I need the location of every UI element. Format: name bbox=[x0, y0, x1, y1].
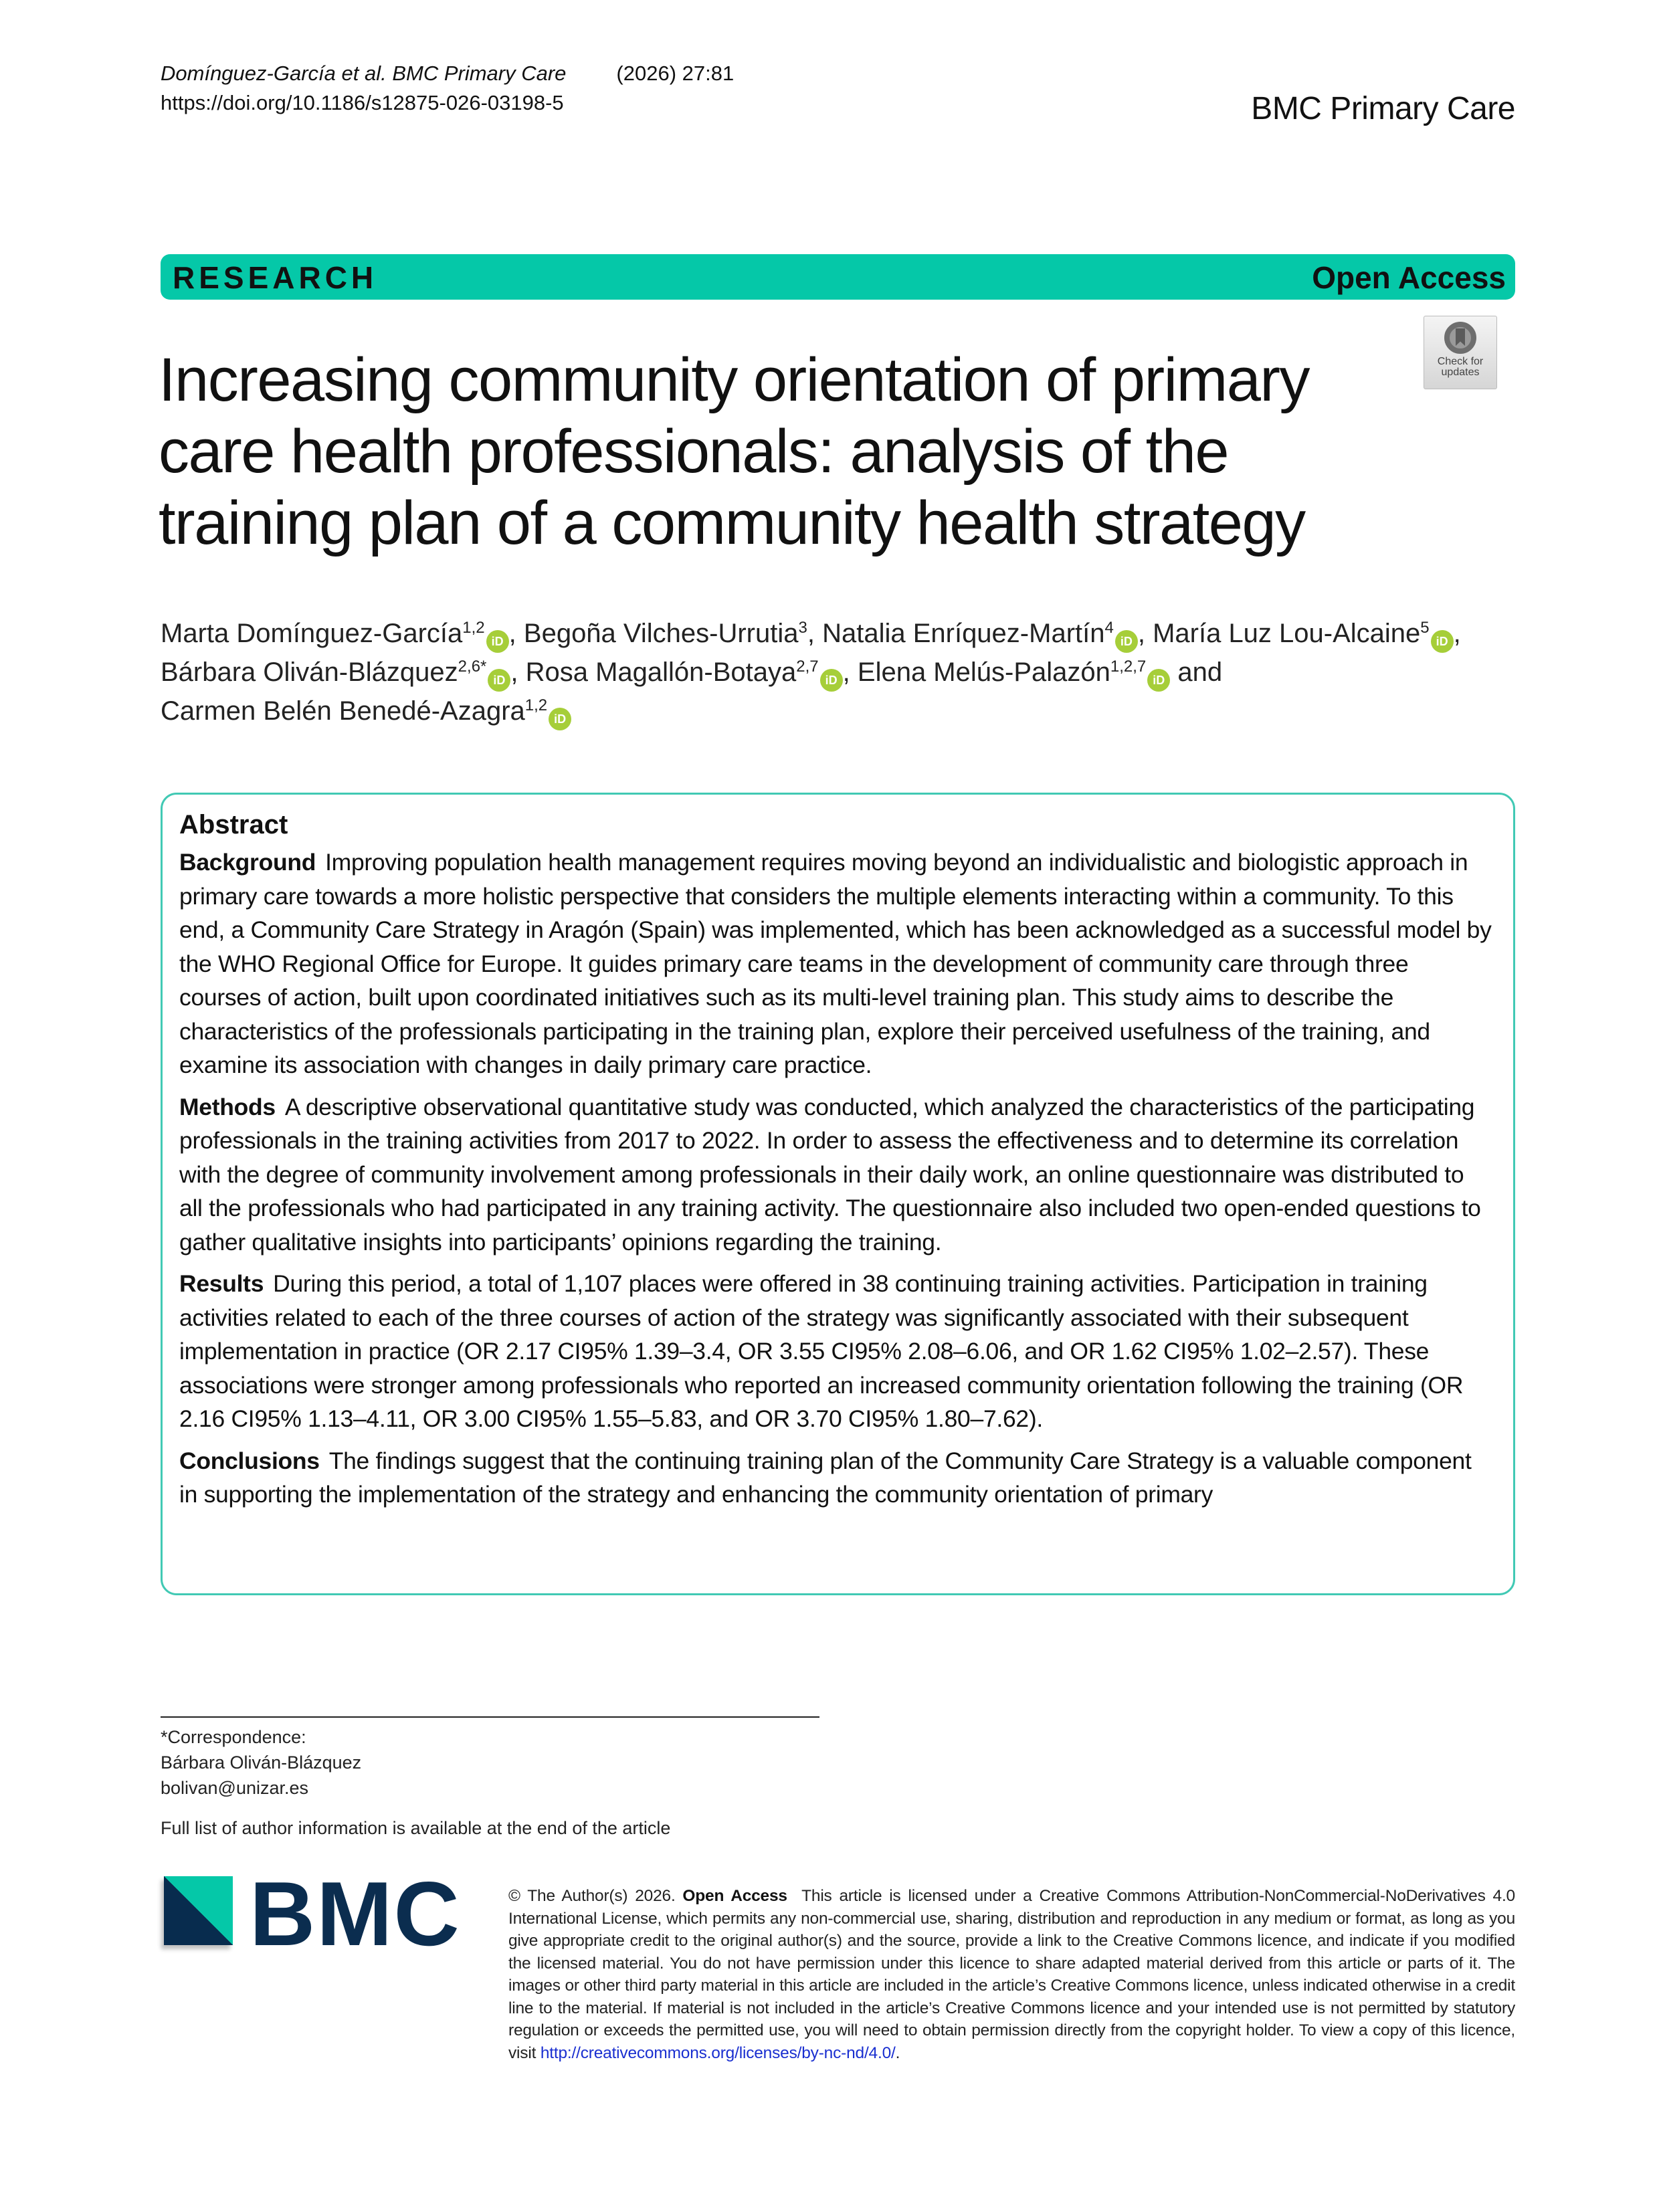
affiliation: 3 bbox=[798, 619, 807, 637]
article-title bbox=[159, 344, 1396, 559]
citation: Domínguez-García et al. BMC Primary Care bbox=[161, 62, 567, 85]
orcid-icon[interactable]: iD bbox=[486, 630, 509, 653]
doi-link[interactable]: https://doi.org/10.1186/s12875-026-03198-5 bbox=[161, 91, 564, 114]
author-name[interactable]: María Luz Lou-Alcaine bbox=[1153, 619, 1421, 648]
abstract-methods: Methods A descriptive observational quantitative study was conducted, which analyzed the characteristics of the participating professionals in the training activities from 2017 to 2022. In order to assess the effectiveness and to determine its correlation with the degree of community involvement among professionals in their daily work, an online questionnaire was distributed to all the professionals who had participated in any training activity. The questionnaire also included two open-ended questions to gather qualitative insights into participants’ opinions regarding the training. bbox=[179, 1093, 1481, 1255]
affiliation: 4 bbox=[1104, 619, 1114, 637]
affiliation: 2,7 bbox=[796, 658, 819, 676]
bmc-logo-square-icon bbox=[164, 1876, 233, 1945]
license-link[interactable]: http://creativecommons.org/licenses/by-nc-nd/4.0/ bbox=[540, 2043, 896, 2062]
orcid-icon[interactable]: iD bbox=[1147, 669, 1170, 692]
section-label: Results bbox=[179, 1270, 264, 1297]
journal-name: BMC Primary Care bbox=[1251, 91, 1515, 126]
author-line-3 bbox=[161, 692, 1519, 730]
affiliation: 2,6* bbox=[458, 658, 487, 676]
author-list bbox=[161, 614, 1519, 730]
title-line: training plan of a community health strategy bbox=[159, 489, 1305, 557]
open-access-label: Open Access bbox=[1312, 260, 1506, 295]
author-info-note: Full list of author information is available at the end of the article bbox=[161, 1818, 671, 1838]
orcid-icon[interactable]: iD bbox=[820, 669, 843, 692]
author-name[interactable]: Elena Melús-Palazón bbox=[857, 658, 1110, 687]
orcid-icon[interactable]: iD bbox=[549, 708, 571, 730]
author-line-2: Bárbara Oliván-Blázquez$^{2,6*}$iD , Rosa Magallón-Botaya$^{2,7}$iD , Elena Melús-Palazón$^{1,2,7}$iD and bbox=[161, 653, 1519, 692]
affiliation: 1,2 bbox=[524, 696, 548, 714]
section-label: Background bbox=[179, 849, 316, 876]
bmc-logo bbox=[164, 1863, 465, 1965]
title-line: care health professionals: analysis of the bbox=[159, 417, 1229, 486]
abstract-box bbox=[161, 793, 1515, 1595]
section-label: Conclusions bbox=[179, 1447, 320, 1474]
article-type: RESEARCH bbox=[173, 260, 378, 295]
article-type-banner bbox=[161, 254, 1515, 300]
affiliation: 1,2 bbox=[462, 619, 485, 637]
bmc-logo-text: BMC bbox=[250, 1863, 461, 1965]
author-name[interactable]: Bárbara Oliván-Blázquez bbox=[161, 658, 458, 687]
license-text: © The Author(s) 2026. Open Access This article is licensed under a Creative Commons Attribution-NonCommercial-NoDerivatives 4.0 International License, which permits any non-commercial use, sharing, distribution and reproduction in any medium or format, as long as you give appropriate credit to the original author(s) and the source, provide a link to the Creative Commons licence, and indicate if you modified the licensed material. You do not have permission under this licence to share adapted material derived from this article or parts of it. The images or other third party material in this article are included in the article’s Creative Commons licence, unless indicated otherwise in a credit line to the material. If material is not included in the article’s Creative Commons licence and your intended use is not permitted by statutory regulation or exceeds the permitted use, you will need to obtain permission directly from the copyright holder. To view a copy of this licence, visit http://creativecommons.org/licenses/by-nc-nd/4.0/. bbox=[508, 1887, 1515, 2062]
author-name[interactable]: Natalia Enríquez-Martín bbox=[822, 619, 1105, 648]
abstract-background: Background Improving population health management requires moving beyond an individualistic and biologistic approach in primary care towards a more holistic perspective that considers the multiple elements interacting within a community. To this end, a Community Care Strategy in Aragón (Spain) was implemented, which has been acknowledged as a successful model by the WHO Regional Office for Europe. It guides primary care teams in the development of community care through three courses of action, built upon coordinated initiatives such as its multi-level training plan. This study aims to describe the characteristics of the professionals participating in the training plan, explore their perceived usefulness of the training, and examine its association with changes in daily primary care practice. bbox=[179, 849, 1492, 1078]
check-updates-label: Check for updates bbox=[1437, 356, 1484, 378]
license-body: This article is licensed under a Creative Commons Attribution-NonCommercial-NoDerivatives 4.0 International License, which permits any non-commercial use, sharing, distribution and reproduction in any medium or format, as long as you give appropriate credit to the original author(s) and the source, provide a link to the Creative Commons licence, and indicate if you modified the licensed material. You do not have permission under this licence to share adapted material derived from this article or parts of it. The images or other third party material in this article are included in the article’s Creative Commons licence, unless indicated otherwise in a credit line to the material. If material is not included in the article’s Creative Commons licence and your intended use is not permitted by statutory regulation or exceeds the permitted use, you will need to obtain permission directly from the copyright holder. To view a copy of this licence, visit bbox=[508, 1887, 1515, 2062]
affiliation: 5 bbox=[1420, 619, 1430, 637]
section-label: Methods bbox=[179, 1093, 276, 1120]
correspondence-email[interactable]: bolivan@unizar.es bbox=[161, 1778, 309, 1798]
author-name[interactable]: Carmen Belén Benedé-Azagra bbox=[161, 696, 525, 726]
correspondence-name: Bárbara Oliván-Blázquez bbox=[161, 1752, 362, 1773]
author-name[interactable]: Rosa Magallón-Botaya bbox=[525, 658, 797, 687]
correspondence-block bbox=[161, 1724, 670, 1841]
abstract-results: Results During this period, a total of 1,107 places were offered in 38 continuing training activities. Participation in training activities related to each of the three courses of action of the strategy was significantly associated with their subsequent implementation in practice (OR 2.17 CI95% 1.39–3.4, OR 3.55 CI95% 2.08–6.06, and OR 1.62 CI95% 1.02–2.57). These associations were stronger among professionals who reported an increased community orientation following the training (OR 2.16 CI95% 1.13–4.11, OR 3.00 CI95% 1.55–5.83, and OR 3.70 CI95% 1.80–7.62). bbox=[179, 1270, 1464, 1432]
abstract-conclusions: Conclusions The findings suggest that the continuing training plan of the Community Care Strategy is a valuable component in supporting the implementation of the strategy and enhancing the community orientation of primary bbox=[179, 1447, 1472, 1508]
copyright: © The Author(s) 2026. bbox=[508, 1887, 676, 1905]
affiliation: 1,2,7 bbox=[1110, 658, 1147, 676]
running-header bbox=[161, 59, 734, 118]
orcid-icon[interactable]: iD bbox=[1115, 630, 1138, 653]
orcid-icon[interactable]: iD bbox=[1431, 630, 1454, 653]
author-name[interactable]: Begoña Vilches-Urrutia bbox=[523, 619, 799, 648]
abstract-heading: Abstract bbox=[179, 810, 288, 839]
orcid-icon[interactable]: iD bbox=[488, 669, 510, 692]
author-line-1: Marta Domínguez-García$^{1,2}$iD , Begoña Vilches-Urrutia$^3$, Natalia Enríquez-Martín$^4$iD , María Luz Lou-Alcaine$^5$iD , bbox=[161, 614, 1519, 653]
license-open-access-label: Open Access bbox=[682, 1887, 787, 1905]
author-name[interactable]: Marta Domínguez-García bbox=[161, 619, 463, 648]
crossmark-bookmark-icon bbox=[1444, 322, 1476, 354]
footnote-divider bbox=[161, 1716, 819, 1718]
volume-info: (2026) 27:81 bbox=[616, 62, 735, 85]
check-for-updates-button[interactable] bbox=[1424, 316, 1497, 389]
correspondence-label: *Correspondence: bbox=[161, 1727, 306, 1747]
title-line: Increasing community orientation of primary bbox=[159, 346, 1310, 414]
